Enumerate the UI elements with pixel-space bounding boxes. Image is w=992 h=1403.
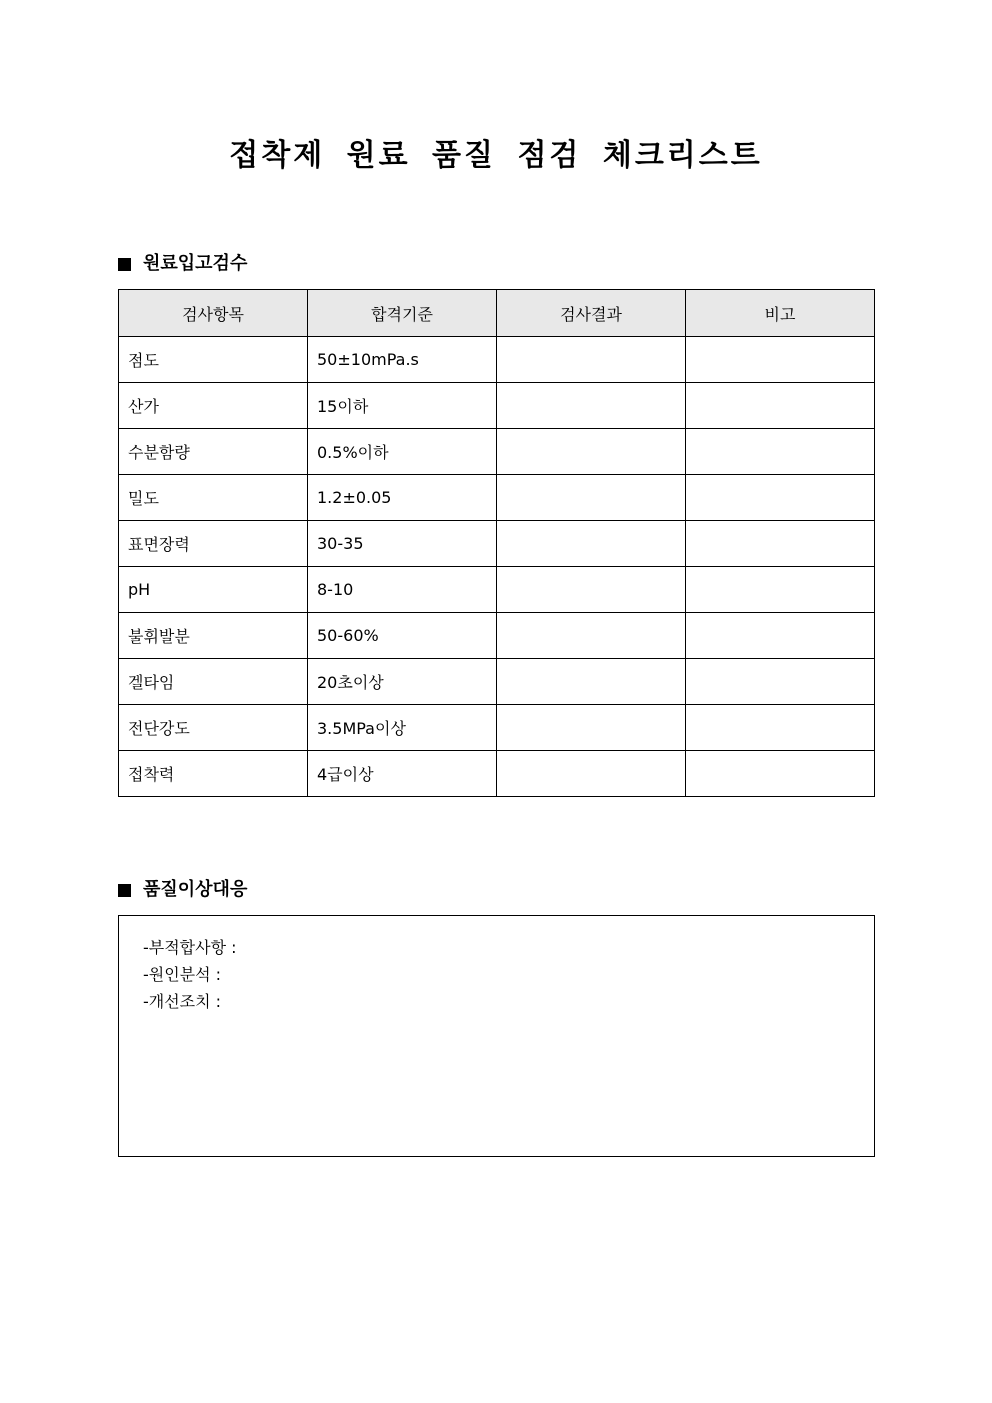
- result-cell[interactable]: [497, 521, 686, 567]
- table-row: [119, 613, 875, 659]
- criteria-cell: 4급이상: [308, 751, 497, 797]
- criteria-cell: 0.5%이하: [308, 429, 497, 475]
- item-cell: 점도: [119, 337, 308, 383]
- column-header-criteria: 합격기준: [308, 290, 497, 337]
- result-cell[interactable]: [497, 567, 686, 613]
- table-row: [119, 475, 875, 521]
- item-cell: 수분함량: [119, 429, 308, 475]
- square-bullet-icon: [118, 258, 131, 271]
- item-cell: 불휘발분: [119, 613, 308, 659]
- result-cell[interactable]: [497, 383, 686, 429]
- table-row: [119, 337, 875, 383]
- criteria-cell: 30-35: [308, 521, 497, 567]
- note-cell[interactable]: [686, 337, 875, 383]
- result-cell[interactable]: [497, 337, 686, 383]
- note-cell[interactable]: [686, 705, 875, 751]
- criteria-cell: 50±10mPa.s: [308, 337, 497, 383]
- column-header-item: 검사항목: [119, 290, 308, 337]
- criteria-cell: 20초이상: [308, 659, 497, 705]
- table-header-row: [119, 290, 875, 337]
- criteria-cell: 3.5MPa이상: [308, 705, 497, 751]
- note-cell[interactable]: [686, 429, 875, 475]
- criteria-cell: 8-10: [308, 567, 497, 613]
- result-cell[interactable]: [497, 429, 686, 475]
- quality-response-box[interactable]: [118, 915, 875, 1157]
- section-heading-quality-response: [118, 877, 247, 903]
- table-row: [119, 567, 875, 613]
- table-row: [119, 429, 875, 475]
- table-row: [119, 383, 875, 429]
- inspection-table: [118, 289, 875, 797]
- section-heading-label: 품질이상대응: [143, 879, 248, 900]
- note-cell[interactable]: [686, 567, 875, 613]
- cause-analysis-line: -원인분석 :: [143, 965, 222, 984]
- result-cell[interactable]: [497, 659, 686, 705]
- note-cell[interactable]: [686, 613, 875, 659]
- result-cell[interactable]: [497, 751, 686, 797]
- result-cell[interactable]: [497, 613, 686, 659]
- document-title: 접착제 원료 품질 점검 체크리스트: [229, 138, 763, 173]
- nonconformity-line: -부적합사항 :: [143, 938, 237, 957]
- result-cell[interactable]: [497, 475, 686, 521]
- section-heading-label: 원료입고검수: [143, 253, 248, 274]
- item-cell: 밀도: [119, 475, 308, 521]
- note-cell[interactable]: [686, 383, 875, 429]
- item-cell: 겔타임: [119, 659, 308, 705]
- criteria-cell: 15이하: [308, 383, 497, 429]
- item-cell: 접착력: [119, 751, 308, 797]
- criteria-cell: 1.2±0.05: [308, 475, 497, 521]
- item-cell: 전단강도: [119, 705, 308, 751]
- note-cell[interactable]: [686, 659, 875, 705]
- column-header-result: 검사결과: [497, 290, 686, 337]
- note-cell[interactable]: [686, 521, 875, 567]
- item-cell: 표면장력: [119, 521, 308, 567]
- square-bullet-icon: [118, 884, 131, 897]
- column-header-note: 비고: [686, 290, 875, 337]
- item-cell: pH: [119, 567, 308, 613]
- table-row: [119, 659, 875, 705]
- criteria-cell: 50-60%: [308, 613, 497, 659]
- table-row: [119, 521, 875, 567]
- corrective-action-line: -개선조치 :: [143, 992, 222, 1011]
- section-heading-inspection: [118, 251, 247, 277]
- table-row: [119, 751, 875, 797]
- result-cell[interactable]: [497, 705, 686, 751]
- note-cell[interactable]: [686, 751, 875, 797]
- item-cell: 산가: [119, 383, 308, 429]
- table-row: [119, 705, 875, 751]
- note-cell[interactable]: [686, 475, 875, 521]
